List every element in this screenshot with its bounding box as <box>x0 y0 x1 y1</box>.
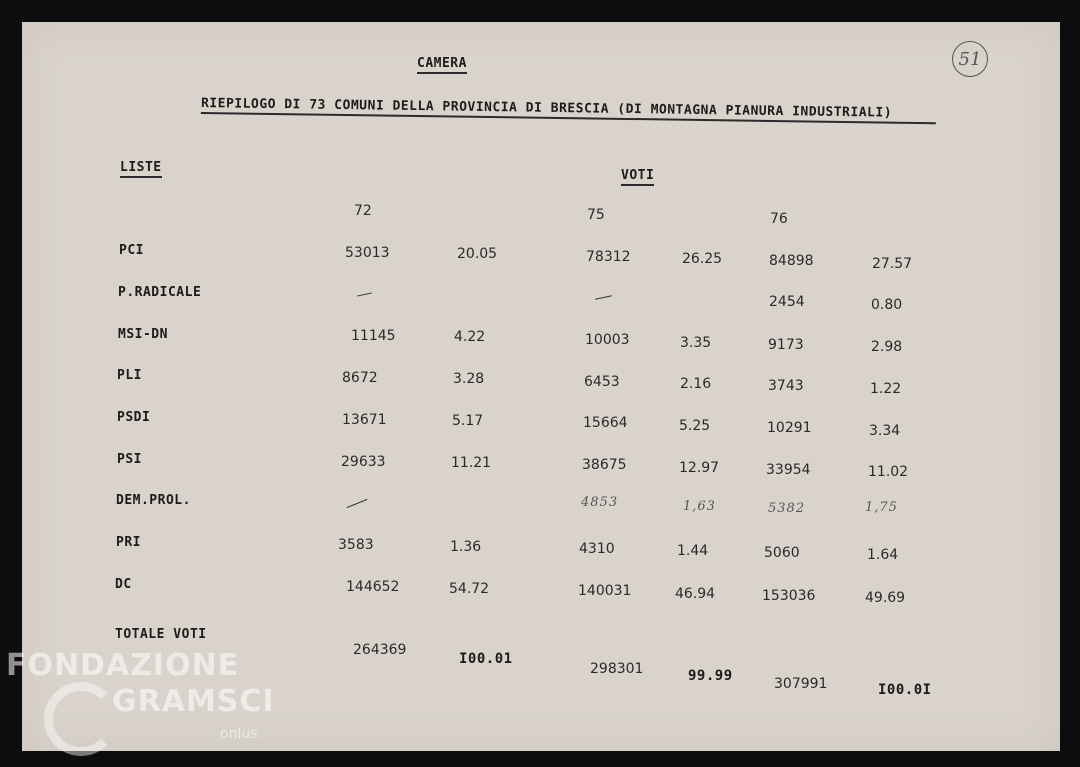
votes-1972: 13671 <box>342 412 387 428</box>
votes-1972: 8672 <box>342 370 378 386</box>
percent-1976: 1.64 <box>867 547 899 563</box>
total-percent-1975: 99.99 <box>688 668 733 684</box>
party-label-msi-dn: MSI-DN <box>118 327 168 342</box>
percent-1972: 4.22 <box>454 329 486 345</box>
total-percent-1972: I00.01 <box>459 651 513 667</box>
party-label-pri: PRI <box>116 535 141 550</box>
votes-1976: 2454 <box>769 294 805 310</box>
votes-1972: 29633 <box>341 454 386 470</box>
votes-1972: 144652 <box>346 579 400 595</box>
votes-1972: 3583 <box>338 537 374 553</box>
percent-1972: 11.21 <box>451 455 492 471</box>
party-label-radicale: P.RADICALE <box>118 285 202 300</box>
document-heading: CAMERA <box>417 56 467 74</box>
percent-1975: 5.25 <box>679 418 711 434</box>
year-header-75: 75 <box>587 207 605 223</box>
percent-1976: 27.57 <box>872 256 913 272</box>
percent-1975: 46.94 <box>675 586 716 602</box>
percent-1975: 2.16 <box>680 376 712 392</box>
percent-1976: 2.98 <box>871 339 903 355</box>
handwritten-votes-1975: 4853 <box>581 495 619 510</box>
watermark-logo-line2: GRAMSCI <box>112 684 275 719</box>
votes-1976: 10291 <box>767 420 812 436</box>
percent-1976: 49.69 <box>865 590 906 606</box>
document-subtitle: RIEPILOGO DI 73 COMUNI DELLA PROVINCIA DI BRESCIA (DI MONTAGNA PIANURA INDUSTRIALI) <box>201 96 936 124</box>
percent-1972: 5.17 <box>452 413 484 429</box>
votes-1972: 11145 <box>351 328 396 344</box>
percent-1972: 1.36 <box>450 539 482 555</box>
voti-column-header: VOTI <box>621 168 654 186</box>
watermark-logo-line3: onlus <box>220 726 258 742</box>
votes-1976: 153036 <box>762 588 816 604</box>
votes-1975: 10003 <box>585 332 630 348</box>
votes-1975: 140031 <box>578 583 632 599</box>
total-label: TOTALE VOTI <box>115 627 207 642</box>
votes-1976: 33954 <box>766 462 811 478</box>
party-label-pci: PCI <box>119 243 144 258</box>
votes-1976: 5060 <box>764 545 800 561</box>
percent-1972: 54.72 <box>449 581 490 597</box>
party-label-pli: PLI <box>117 368 142 383</box>
votes-1975: 6453 <box>584 374 620 390</box>
party-label-psi: PSI <box>117 452 142 467</box>
handwritten-percent-1976: 1,75 <box>865 500 898 515</box>
votes-1975: 78312 <box>586 249 631 265</box>
page-number-stamp: 51 <box>952 41 988 77</box>
total-votes-1975: 298301 <box>590 661 644 677</box>
percent-1976: 11.02 <box>868 464 909 480</box>
votes-1976: 9173 <box>768 337 804 353</box>
percent-1972: 20.05 <box>457 246 498 262</box>
watermark-g-icon <box>44 682 118 756</box>
percent-1975: 3.35 <box>680 335 712 351</box>
percent-1975: 1.44 <box>677 543 709 559</box>
percent-1976: 1.22 <box>870 381 902 397</box>
percent-1976: 3.34 <box>869 423 901 439</box>
votes-1975: 38675 <box>582 457 627 473</box>
handwritten-percent-1975: 1,63 <box>683 499 716 514</box>
party-label-dem-prol: DEM.PROL. <box>116 493 191 508</box>
total-votes-1976: 307991 <box>774 676 828 692</box>
percent-1976: 0.80 <box>871 297 903 313</box>
year-header-76: 76 <box>770 211 788 227</box>
watermark-logo-line1: FONDAZIONE <box>6 648 240 683</box>
liste-column-header: LISTE <box>120 160 162 178</box>
year-header-72: 72 <box>354 203 372 219</box>
percent-1975: 26.25 <box>682 251 723 267</box>
total-votes-1972: 264369 <box>353 642 407 658</box>
party-label-dc: DC <box>115 577 132 592</box>
party-label-psdi: PSDI <box>117 410 151 425</box>
percent-1972: 3.28 <box>453 371 485 387</box>
total-percent-1976: I00.0I <box>878 682 932 698</box>
votes-1976: 3743 <box>768 378 804 394</box>
percent-1975: 12.97 <box>679 460 720 476</box>
votes-1976: 84898 <box>769 253 814 269</box>
votes-1975: 15664 <box>583 415 628 431</box>
handwritten-votes-1976: 5382 <box>768 501 806 516</box>
votes-1975: 4310 <box>579 541 615 557</box>
votes-1972: 53013 <box>345 245 390 261</box>
